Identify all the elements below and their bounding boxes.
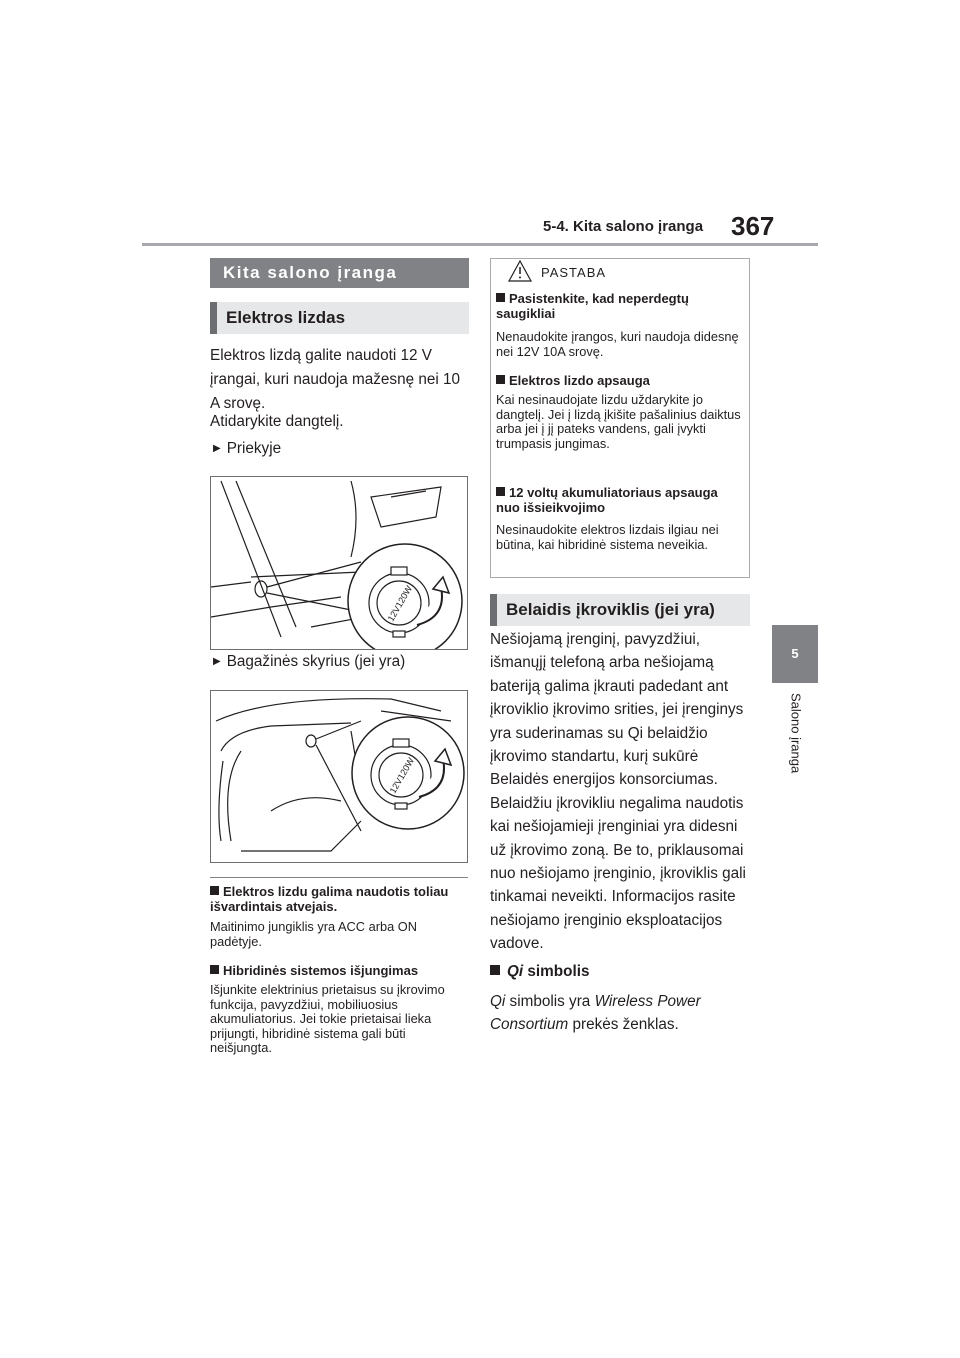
caution-body-protection: Kai nesinaudojate lizdu uždarykite jo dangtelį. Jei į lizdą įkišite pašalinius daiktus arba jei į jį pateks vandens, gali įvykti trumpasis jungimas. <box>496 392 741 451</box>
warning-triangle-icon <box>507 259 533 283</box>
qi-symbol-heading <box>490 963 589 981</box>
intro-paragraph: Elektros lizdą galite naudoti 12 V įrangai, kuri naudoja mažesnę nei 10 A srovę. <box>210 347 461 412</box>
note-heading-usage <box>210 884 470 914</box>
square-bullet-icon <box>490 965 500 975</box>
square-bullet-icon <box>210 886 219 895</box>
chapter-label: Salono įranga <box>788 693 804 774</box>
square-bullet-icon <box>496 375 505 384</box>
bullet-front <box>213 440 281 458</box>
caution-heading-battery <box>496 485 744 515</box>
note-heading-hybrid-off <box>210 963 470 978</box>
page-number: 367 <box>731 211 775 241</box>
chapter-tab: 5 <box>772 625 818 683</box>
subsection-heading-wireless-charger: Belaidis įkroviklis (jei yra) <box>490 594 750 626</box>
qi-trademark-paragraph <box>490 990 755 1037</box>
caution-heading-fuses <box>496 291 744 321</box>
triangle-bullet-icon: ▶ <box>213 656 221 667</box>
section-heading: Kita salono įranga <box>210 258 469 288</box>
note-heading-usage-text: Elektros lizdu galima naudotis toliau išvardintais atvejais. <box>210 884 449 914</box>
qi-p-italic2: Wireless Power Consortium <box>490 993 701 1034</box>
bullet-trunk-label: Bagažinės skyrius (jei yra) <box>226 653 406 670</box>
triangle-bullet-icon: ▶ <box>213 443 221 454</box>
bullet-trunk <box>213 653 405 671</box>
subsection-heading-power-outlet: Elektros lizdas <box>210 302 469 334</box>
square-bullet-icon <box>496 487 505 496</box>
caution-body-fuses: Nenaudokite įrangos, kuri naudoja didesnę nei 12V 10A srovę. <box>496 329 739 359</box>
figure2-cap-text: 12V120W <box>387 755 417 796</box>
qi-p-mid: simbolis yra <box>505 993 595 1010</box>
caution-title: PASTABA <box>541 265 607 280</box>
notes-divider <box>210 877 468 878</box>
square-bullet-icon <box>210 965 219 974</box>
note-body-usage: Maitinimo jungiklis yra ACC arba ON padėtyje. <box>210 919 417 949</box>
note-body-hybrid-off: Išjunkite elektrinius prietaisus su įkrovimo funkcija, pavyzdžiui, mobiliuosius akumuliatorius. Jei tokie prietaisai lieka prijungti, hibridinė sistema gali būti neišjungta. <box>210 982 445 1055</box>
front-outlet-illustration <box>211 477 467 649</box>
caution-body-battery: Nesinaudokite elektros lizdais ilgiau nei būtina, kai hibridinė sistema neveikia. <box>496 522 719 552</box>
instruction-paragraph: Atidarykite dangtelį. <box>210 413 344 430</box>
trunk-outlet-illustration <box>211 691 467 862</box>
qi-p-italic1: Qi <box>490 993 506 1010</box>
qi-heading-italic: Qi <box>507 963 524 980</box>
figure1-cap-text: 12V120W <box>385 583 415 624</box>
running-header: 5-4. Kita salono įranga <box>543 218 704 235</box>
caution-heading-protection <box>496 373 744 388</box>
bullet-front-label: Priekyje <box>226 440 282 457</box>
wireless-charger-paragraph: Nešiojamą įrenginį, pavyzdžiui, išmanųjį telefoną arba nešiojamą bateriją galima įkrauti padedant ant įkroviklio įkrovimo srities, jei įrenginys yra suderinamas su Qi belaidžio įkrovimo standartu, kurį sukūrė Belaidės energijos konsorciumas. Belaidžiu įkrovikliu negalima naudotis kai nešiojamieji įrenginiai yra didesni už įkrovimo zoną. Be to, priklausomai nuo nešiojamo įrenginio, įkroviklis gali tinkamai neveikti. Informacijos rasite nešiojamo įrenginio eksploatacijos vadove. <box>490 631 746 953</box>
figure-front-outlet <box>210 476 468 650</box>
qi-heading-rest: simbolis <box>523 963 590 980</box>
note-heading-hybrid-off-text: Hibridinės sistemos išjungimas <box>223 963 419 978</box>
qi-p-end: prekės ženklas. <box>568 1016 679 1034</box>
caution-heading-fuses-text: Pasistenkite, kad neperdegtų saugikliai <box>496 291 689 321</box>
caution-heading-battery-text: 12 voltų akumuliatoriaus apsauga nuo išsieikvojimo <box>496 485 718 515</box>
square-bullet-icon <box>496 293 505 302</box>
header-rule <box>142 243 818 246</box>
figure-trunk-outlet <box>210 690 468 863</box>
caution-heading-protection-text: Elektros lizdo apsauga <box>509 373 650 388</box>
